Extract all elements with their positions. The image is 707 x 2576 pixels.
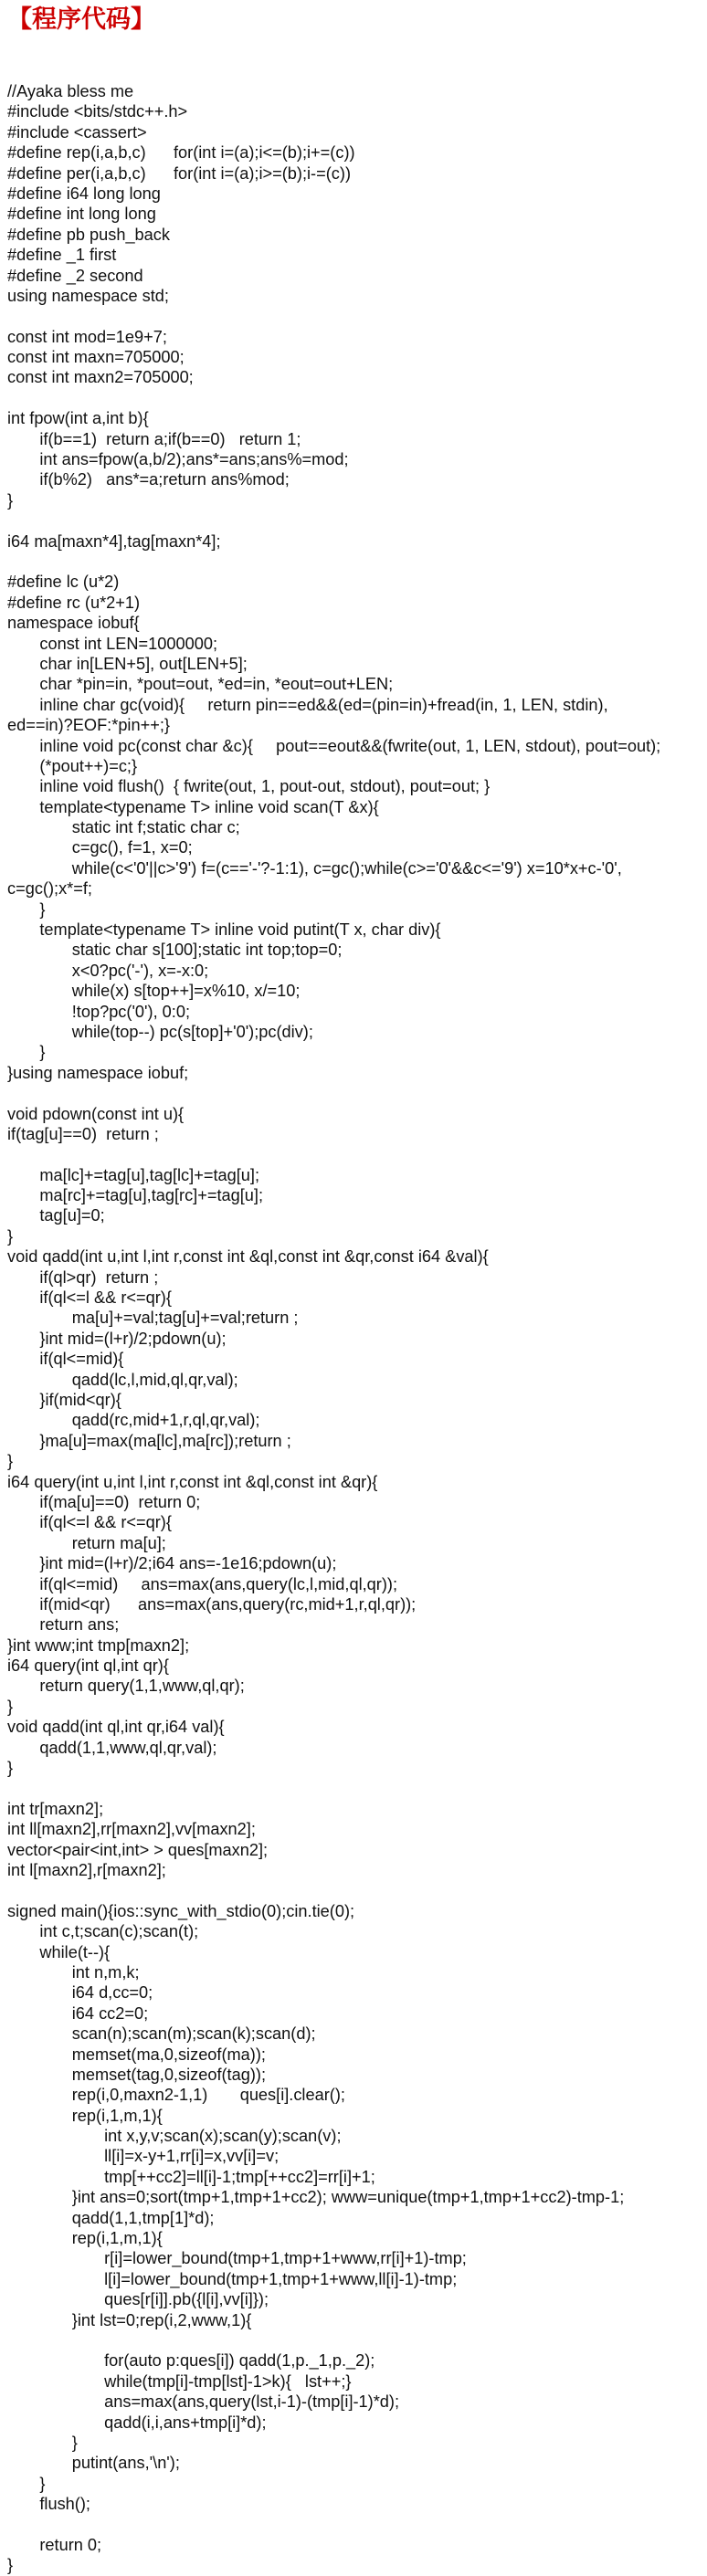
code-line: #define int long long xyxy=(7,205,156,224)
code-line: } xyxy=(7,2474,46,2493)
code-line: ans=max(ans,query(lst,i-1)-(tmp[i]-1)*d); xyxy=(7,2392,400,2412)
code-line xyxy=(7,2514,702,2534)
code-line: const int mod=1e9+7; xyxy=(7,327,167,346)
code-line: i64 d,cc=0; xyxy=(7,1983,153,2003)
code-line: if(ql<=mid) ans=max(ans,query(lc,l,mid,ql,qr)); xyxy=(7,1574,398,1593)
code-line: if(ma[u]==0) return 0; xyxy=(7,1492,201,1511)
code-line: char in[LEN+5], out[LEN+5]; xyxy=(7,654,248,673)
code-line: #define rc (u*2+1) xyxy=(7,593,141,612)
code-line: } xyxy=(7,2556,14,2575)
code-line: #define i64 long long xyxy=(7,184,161,203)
code-line: signed main(){ios::sync_with_stdio(0);cin.tie(0); xyxy=(7,1901,355,1920)
code-line: template<typename T> inline void putint(T x, char div){ xyxy=(7,920,441,940)
code-line: } xyxy=(7,1759,14,1778)
code-line: #define per(i,a,b,c) for(int i=(a);i>=(b);i-=(c)) xyxy=(7,163,351,183)
code-line: int ll[maxn2],rr[maxn2],vv[maxn2]; xyxy=(7,1820,256,1839)
code-line: c=gc(), f=1, x=0; xyxy=(7,838,193,857)
code-line: ed==in)?EOF:*pin++;} xyxy=(7,716,170,735)
code-line: if(mid<qr) ans=max(ans,query(rc,mid+1,r,ql,qr)); xyxy=(7,1594,417,1614)
code-line: return ans; xyxy=(7,1615,120,1635)
code-line: }int ans=0;sort(tmp+1,tmp+1+cc2); www=unique(tmp+1,tmp+1+cc2)-tmp-1; xyxy=(7,2188,625,2207)
code-line: ll[i]=x-y+1,rr[i]=x,vv[i]=v; xyxy=(7,2147,280,2166)
code-line: int n,m,k; xyxy=(7,1962,140,1982)
code-line: }using namespace iobuf; xyxy=(7,1063,189,1082)
code-block xyxy=(7,81,702,2576)
code-line: x<0?pc('-'), x=-x:0; xyxy=(7,961,209,980)
code-line: }int lst=0;rep(i,2,www,1){ xyxy=(7,2310,252,2329)
code-line: if(ql<=l && r<=qr){ xyxy=(7,1288,172,1308)
code-line: while(c<'0'||c>'9') f=(c=='-'?-1:1), c=gc();while(c>='0'&&c<='9') x=10*x+c-'0', xyxy=(7,858,622,878)
code-line: int l[maxn2],r[maxn2]; xyxy=(7,1860,166,1879)
code-line: while(t--){ xyxy=(7,1942,111,1961)
code-line: } xyxy=(7,899,46,919)
code-line: const int maxn=705000; xyxy=(7,348,185,367)
code-line: if(ql>qr) return ; xyxy=(7,1267,159,1287)
code-line: (*pout++)=c;} xyxy=(7,756,138,775)
code-line: tag[u]=0; xyxy=(7,1206,105,1225)
code-line: template<typename T> inline void scan(T &x){ xyxy=(7,797,379,816)
code-line: ques[r[i]].pb({l[i],vv[i]}); xyxy=(7,2290,269,2309)
code-line: #define rep(i,a,b,c) for(int i=(a);i<=(b);i+=(c)) xyxy=(7,143,355,163)
code-line: if(ql<=mid){ xyxy=(7,1350,124,1369)
code-line xyxy=(7,552,702,572)
code-line: i64 cc2=0; xyxy=(7,2003,149,2023)
code-line: return ma[u]; xyxy=(7,1533,166,1552)
code-line: ma[u]+=val;tag[u]+=val;return ; xyxy=(7,1309,299,1328)
code-line: #include <bits/stdc++.h> xyxy=(7,102,188,121)
code-line: vector<pair<int,int> > ques[maxn2]; xyxy=(7,1840,269,1859)
code-line: }int mid=(l+r)/2;i64 ans=-1e16;pdown(u); xyxy=(7,1554,337,1573)
document xyxy=(7,0,702,2576)
code-line: void qadd(int u,int l,int r,const int &ql,const int &qr,const i64 &val){ xyxy=(7,1247,489,1267)
code-line xyxy=(7,306,702,326)
code-line: qadd(i,i,ans+tmp[i]*d); xyxy=(7,2413,267,2432)
code-line: int tr[maxn2]; xyxy=(7,1799,104,1818)
code-line xyxy=(7,1144,702,1164)
code-line: for(auto p:ques[i]) qadd(1,p._1,p._2); xyxy=(7,2351,375,2371)
code-line: static int f;static char c; xyxy=(7,818,240,837)
code-line: using namespace std; xyxy=(7,286,169,305)
code-line: const int maxn2=705000; xyxy=(7,368,194,387)
code-line: }int www;int tmp[maxn2]; xyxy=(7,1635,190,1655)
code-line: c=gc();x*=f; xyxy=(7,879,92,899)
code-line: inline void pc(const char &c){ pout==eout&&(fwrite(out, 1, LEN, stdout), pout=out); xyxy=(7,736,661,755)
code-line: tmp[++cc2]=ll[i]-1;tmp[++cc2]=rr[i]+1; xyxy=(7,2167,375,2186)
code-line: flush(); xyxy=(7,2495,90,2514)
code-line: while(tmp[i]-tmp[lst]-1>k){ lst++;} xyxy=(7,2371,352,2391)
code-line: qadd(1,1,www,ql,qr,val); xyxy=(7,1738,217,1757)
code-line: if(ql<=l && r<=qr){ xyxy=(7,1513,172,1532)
code-line: while(top--) pc(s[top]+'0');pc(div); xyxy=(7,1022,313,1041)
code-line: inline char gc(void){ return pin==ed&&(ed=(pin=in)+fread(in, 1, LEN, stdin), xyxy=(7,695,608,714)
section-heading: 【程序代码】 xyxy=(7,5,155,34)
code-line: #define _1 first xyxy=(7,246,117,265)
code-line: int ans=fpow(a,b/2);ans*=ans;ans%=mod; xyxy=(7,450,349,469)
code-line: if(b==1) return a;if(b==0) return 1; xyxy=(7,429,301,448)
code-line: char *pin=in, *pout=out, *ed=in, *eout=out+LEN; xyxy=(7,675,394,694)
code-line: } xyxy=(7,1697,14,1716)
code-line: static char s[100];static int top;top=0; xyxy=(7,941,343,960)
code-line: r[i]=lower_bound(tmp+1,tmp+1+www,rr[i]+1)-tmp; xyxy=(7,2249,467,2268)
code-line: const int LEN=1000000; xyxy=(7,634,218,653)
code-line xyxy=(7,2330,702,2350)
code-line xyxy=(7,1778,702,1798)
code-line: int c,t;scan(c);scan(t); xyxy=(7,1922,199,1941)
code-line: putint(ans,'\n'); xyxy=(7,2454,180,2473)
code-line: } xyxy=(7,1226,14,1246)
code-line: }if(mid<qr){ xyxy=(7,1391,121,1409)
code-line: l[i]=lower_bound(tmp+1,tmp+1+www,ll[i]-1)-tmp; xyxy=(7,2269,458,2288)
code-line: namespace iobuf{ xyxy=(7,614,140,633)
code-line: return query(1,1,www,ql,qr); xyxy=(7,1677,245,1696)
code-line: qadd(rc,mid+1,r,ql,qr,val); xyxy=(7,1411,260,1430)
code-line: int x,y,v;scan(x);scan(y);scan(v); xyxy=(7,2127,342,2146)
code-line: i64 ma[maxn*4],tag[maxn*4]; xyxy=(7,531,221,551)
code-line: !top?pc('0'), 0:0; xyxy=(7,1002,191,1021)
code-line: qadd(1,1,tmp[1]*d); xyxy=(7,2208,215,2227)
code-line: qadd(lc,l,mid,ql,qr,val); xyxy=(7,1370,238,1389)
code-line: } xyxy=(7,1043,46,1062)
code-line: //Ayaka bless me xyxy=(7,82,134,100)
code-line: rep(i,1,m,1){ xyxy=(7,2229,163,2248)
code-line xyxy=(7,1083,702,1103)
code-line: #include <cassert> xyxy=(7,122,147,142)
code-line: }ma[u]=max(ma[lc],ma[rc]);return ; xyxy=(7,1431,291,1450)
code-line xyxy=(7,510,702,531)
code-line: void qadd(int ql,int qr,i64 val){ xyxy=(7,1718,225,1737)
code-line: return 0; xyxy=(7,2535,102,2554)
code-line: int fpow(int a,int b){ xyxy=(7,409,149,428)
code-line: } xyxy=(7,2433,78,2452)
code-line: memset(tag,0,sizeof(tag)); xyxy=(7,2065,266,2084)
code-line: rep(i,0,maxn2-1,1) ques[i].clear(); xyxy=(7,2086,345,2105)
code-line: memset(ma,0,sizeof(ma)); xyxy=(7,2045,266,2064)
code-line: ma[rc]+=tag[u],tag[rc]+=tag[u]; xyxy=(7,1186,264,1205)
code-line: #define _2 second xyxy=(7,266,143,285)
code-line: #define pb push_back xyxy=(7,225,170,244)
code-line xyxy=(7,1880,702,1900)
code-line: scan(n);scan(m);scan(k);scan(d); xyxy=(7,2024,316,2044)
code-line: i64 query(int u,int l,int r,const int &ql,const int &qr){ xyxy=(7,1472,378,1491)
code-line: rep(i,1,m,1){ xyxy=(7,2106,163,2125)
code-line: } xyxy=(7,1452,14,1471)
code-line: if(tag[u]==0) return ; xyxy=(7,1124,159,1143)
code-line: if(b%2) ans*=a;return ans%mod; xyxy=(7,470,290,489)
code-line: while(x) s[top++]=x%10, x/=10; xyxy=(7,982,301,1001)
code-line: inline void flush() { fwrite(out, 1, pout-out, stdout), pout=out; } xyxy=(7,777,491,796)
code-line: } xyxy=(7,490,14,510)
code-line: #define lc (u*2) xyxy=(7,573,120,592)
code-line: ma[lc]+=tag[u],tag[lc]+=tag[u]; xyxy=(7,1165,260,1184)
code-line: i64 query(int ql,int qr){ xyxy=(7,1656,169,1676)
code-line xyxy=(7,388,702,408)
code-line: }int mid=(l+r)/2;pdown(u); xyxy=(7,1329,227,1348)
code-line: void pdown(const int u){ xyxy=(7,1104,185,1123)
